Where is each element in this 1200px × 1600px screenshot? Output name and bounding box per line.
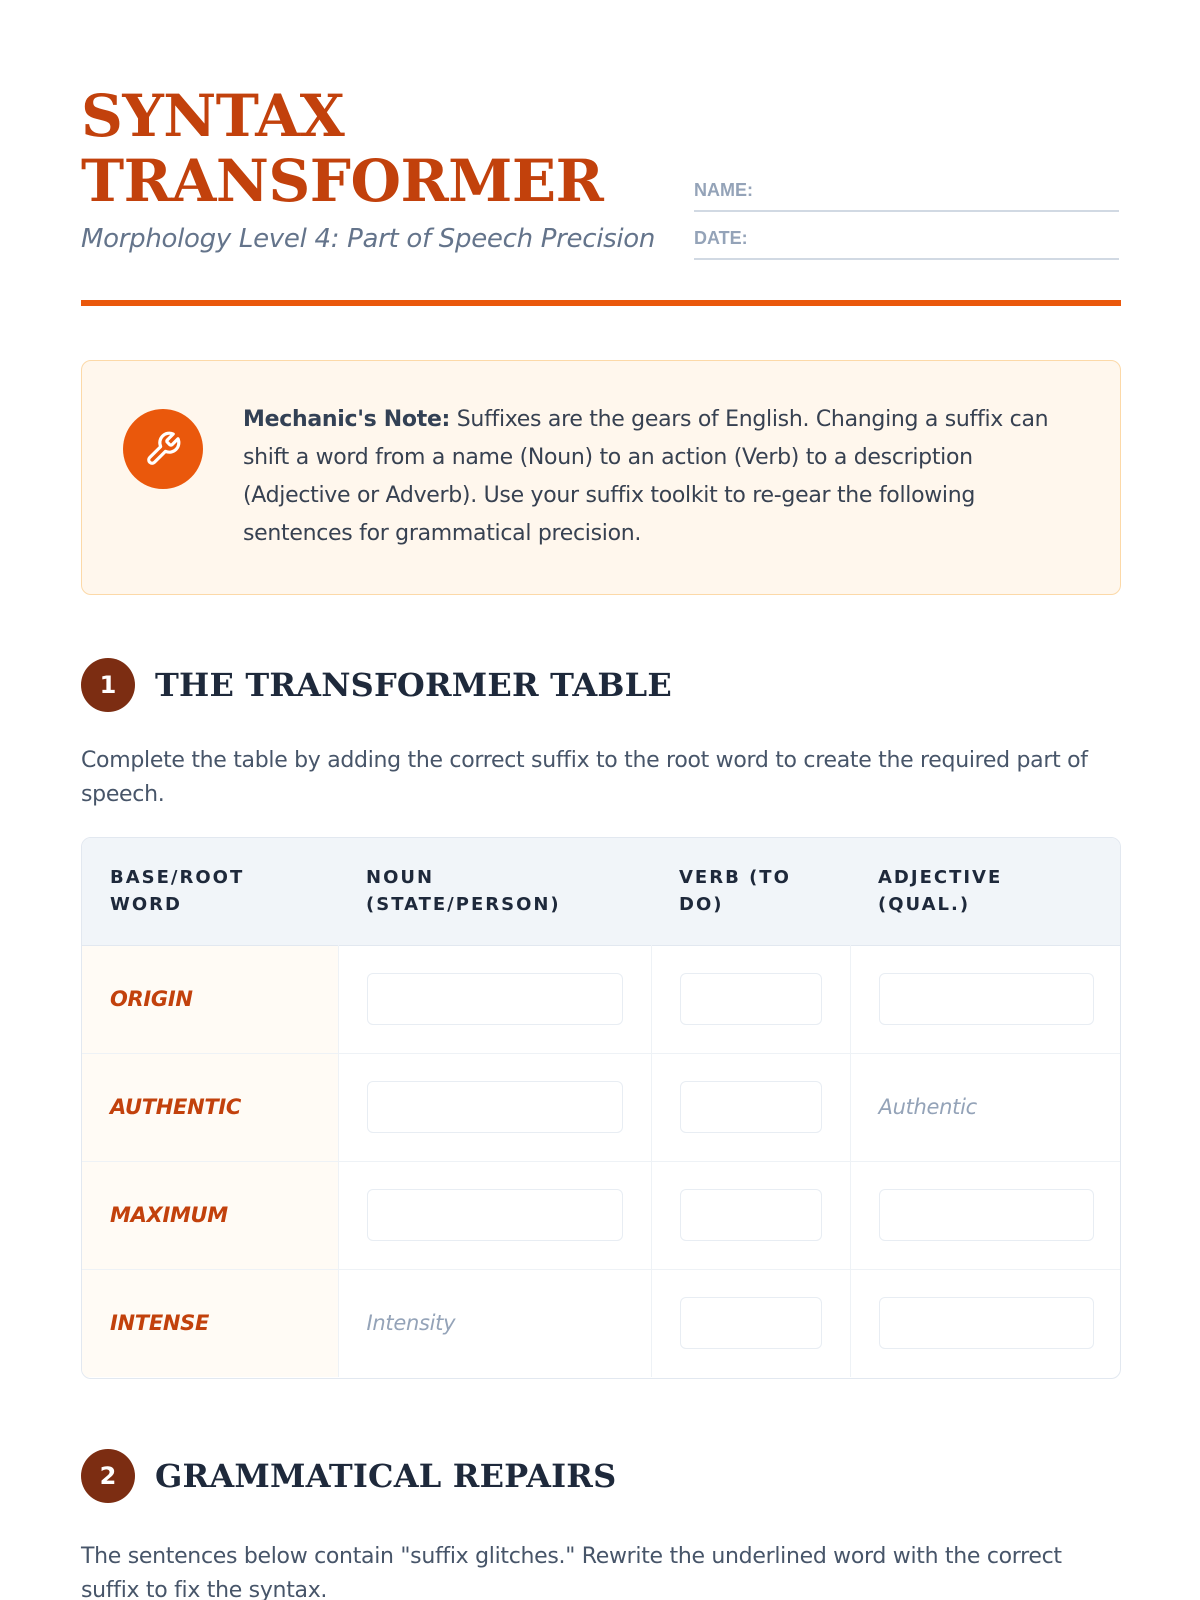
section-2-badge: 2 bbox=[81, 1449, 135, 1503]
root-word: ORIGIN bbox=[110, 987, 193, 1011]
section-1-description: Complete the table by adding the correct suffix to the root word to create the required part of speech. bbox=[81, 748, 1088, 807]
table-row bbox=[82, 1161, 1121, 1269]
example-answer: Authentic bbox=[878, 1095, 977, 1119]
noun-answer-box[interactable] bbox=[367, 1081, 623, 1133]
adjective-answer-box[interactable] bbox=[879, 973, 1095, 1025]
section-2-title: GRAMMATICAL REPAIRS bbox=[155, 1457, 617, 1495]
root-word: MAXIMUM bbox=[110, 1203, 228, 1227]
header-verb: VERB (TO DO) bbox=[679, 867, 791, 916]
section-1-title: THE TRANSFORMER TABLE bbox=[155, 666, 672, 704]
note-body: Suffixes are the gears of English. Changing a suffix can shift a word from a name (Noun) to an action (Verb) to a description (Adjective or Adverb). Use your suffix toolkit to re-gear the following sentences for grammatical precision. bbox=[243, 407, 1049, 546]
verb-answer-box[interactable] bbox=[680, 973, 822, 1025]
name-field[interactable] bbox=[694, 180, 1119, 212]
table-row bbox=[82, 1269, 1121, 1377]
section-1-badge: 1 bbox=[81, 658, 135, 712]
table-row bbox=[82, 1053, 1121, 1161]
note-text bbox=[243, 401, 1083, 553]
header-adjective: ADJECTIVE (QUAL.) bbox=[878, 867, 1003, 916]
section-2-description: The sentences below contain "suffix glitches." Rewrite the underlined word with the correct suffix to fix the syntax. bbox=[81, 1544, 1062, 1600]
date-label: DATE: bbox=[694, 228, 748, 248]
noun-answer-box[interactable] bbox=[367, 1189, 623, 1241]
verb-answer-box[interactable] bbox=[680, 1081, 822, 1133]
header-root-word: BASE/ROOT WORD bbox=[110, 867, 245, 916]
section-1-header bbox=[81, 658, 672, 712]
adjective-answer-box[interactable] bbox=[879, 1297, 1095, 1349]
note-label: Mechanic's Note: bbox=[243, 407, 451, 432]
header bbox=[81, 0, 1119, 262]
section-2-header bbox=[81, 1449, 616, 1503]
verb-answer-box[interactable] bbox=[680, 1297, 822, 1349]
table-header-row bbox=[82, 838, 1121, 945]
table-row bbox=[82, 945, 1121, 1053]
noun-answer-box[interactable] bbox=[367, 973, 623, 1025]
header-divider bbox=[81, 300, 1121, 306]
wrench-icon bbox=[123, 409, 203, 489]
header-noun: NOUN (STATE/PERSON) bbox=[366, 867, 561, 916]
root-word: AUTHENTIC bbox=[110, 1095, 242, 1119]
verb-answer-box[interactable] bbox=[680, 1189, 822, 1241]
name-label: NAME: bbox=[694, 180, 753, 200]
adjective-answer-box[interactable] bbox=[879, 1189, 1095, 1241]
mechanics-note bbox=[81, 360, 1121, 595]
page-subtitle: Morphology Level 4: Part of Speech Precision bbox=[81, 224, 656, 254]
example-answer: Intensity bbox=[366, 1311, 456, 1336]
page-title: SYNTAX TRANSFORMER bbox=[81, 82, 604, 215]
root-word: INTENSE bbox=[110, 1311, 210, 1336]
transformer-table bbox=[81, 837, 1121, 1379]
date-field[interactable] bbox=[694, 228, 1119, 260]
